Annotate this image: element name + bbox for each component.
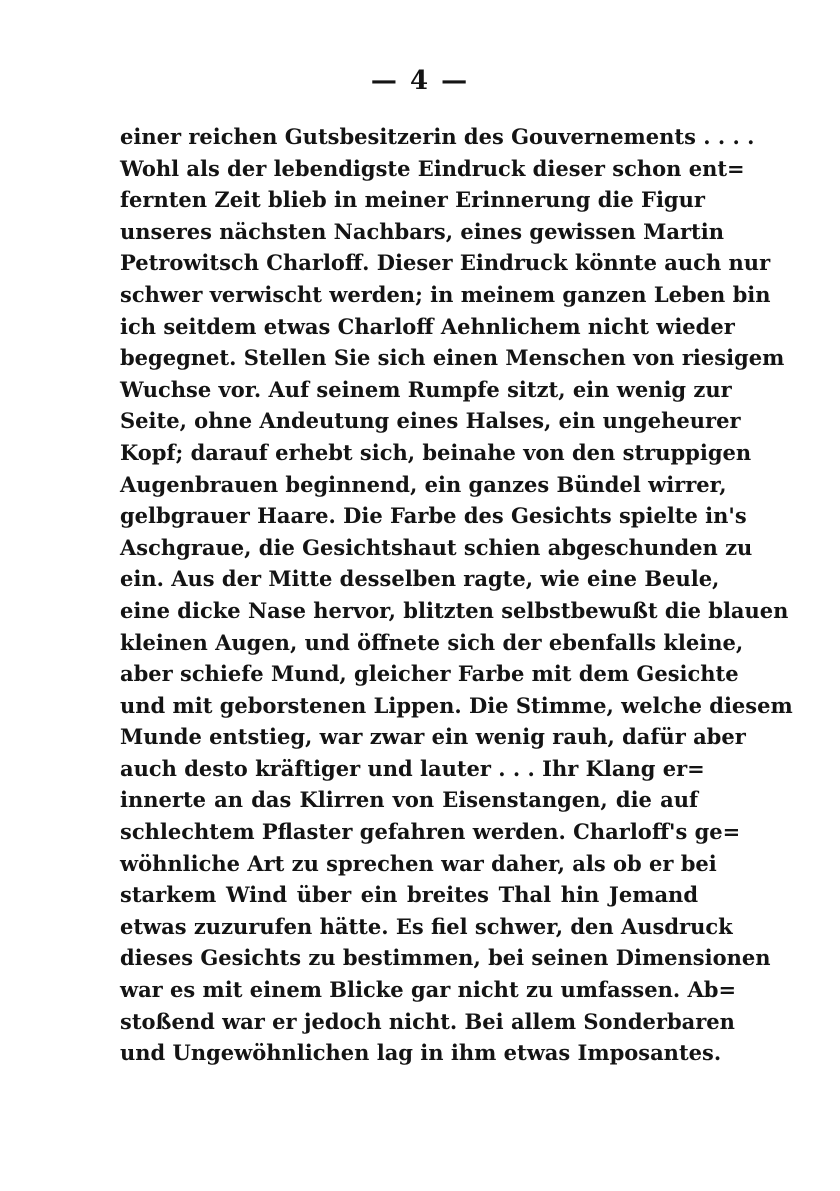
text-line: eine dicke Nase hervor, blitzten selbstbewußt die blauen bbox=[120, 597, 789, 623]
text-line: Augenbrauen beginnend, ein ganzes Bündel wirrer, bbox=[120, 471, 727, 497]
text-line: gelbgrauer Haare. Die Farbe des Gesichts spielte in's bbox=[120, 503, 747, 529]
text-line: Munde entstieg, war zwar ein wenig rauh, dafür aber bbox=[120, 724, 746, 750]
text-line: kleinen Augen, und öffnete sich der ebenfalls kleine, bbox=[120, 629, 744, 655]
text-line: begegnet. Stellen Sie sich einen Menschen von riesigem bbox=[120, 345, 785, 371]
text-line: und Ungewöhnlichen lag in ihm etwas Imposantes. bbox=[120, 1040, 722, 1066]
text-line: und mit geborstenen Lippen. Die Stimme, welche diesem bbox=[120, 692, 793, 718]
text-line: etwas zuzurufen hätte. Es fiel schwer, den Ausdruck bbox=[120, 913, 733, 939]
text-line: Kopf; darauf erhebt sich, beinahe von den struppigen bbox=[120, 439, 752, 465]
text-line: innerte an das Klirren von Eisenstangen, die auf bbox=[120, 787, 698, 813]
text-line: schwer verwischt werden; in meinem ganzen Leben bin bbox=[120, 281, 771, 307]
text-line: ein. Aus der Mitte desselben ragte, wie eine Beule, bbox=[120, 566, 720, 592]
text-line: schlechtem Pflaster gefahren werden. Charloff's ge= bbox=[120, 819, 741, 845]
text-line: aber schiefe Mund, gleicher Farbe mit dem Gesichte bbox=[120, 661, 739, 687]
text-line: unseres nächsten Nachbars, eines gewissen Martin bbox=[120, 218, 724, 244]
text-line: Wuchse vor. Auf seinem Rumpfe sitzt, ein wenig zur bbox=[120, 376, 732, 402]
text-line: ich seitdem etwas Charloff Aehnlichem nicht wieder bbox=[120, 313, 735, 339]
text-line: dieses Gesichts zu bestimmen, bei seinen Dimensionen bbox=[120, 945, 771, 971]
text-line: war es mit einem Blicke gar nicht zu umfassen. Ab= bbox=[120, 977, 737, 1003]
text-line: auch desto kräftiger und lauter . . . Ihr Klang er= bbox=[120, 755, 705, 781]
text-line: stoßend war er jedoch nicht. Bei allem Sonderbaren bbox=[120, 1008, 735, 1034]
text-line: fernten Zeit blieb in meiner Erinnerung die Figur bbox=[120, 187, 705, 213]
page-number: — 4 — bbox=[370, 66, 470, 96]
text-line: Seite, ohne Andeutung eines Halses, ein ungeheurer bbox=[120, 408, 741, 434]
text-line: starkem Wind über ein breites Thal hin Jemand bbox=[120, 882, 698, 908]
text-line: einer reichen Gutsbesitzerin des Gouvernements . . . . bbox=[120, 124, 755, 149]
text-line: wöhnliche Art zu sprechen war daher, als ob er bei bbox=[120, 850, 717, 876]
body-text bbox=[120, 121, 793, 1069]
text-line: Petrowitsch Charloff. Dieser Eindruck könnte auch nur bbox=[120, 250, 771, 276]
text-line: Aschgraue, die Gesichtshaut schien abgeschunden zu bbox=[120, 534, 753, 560]
text-line: Wohl als der lebendigste Eindruck dieser schon ent= bbox=[120, 155, 745, 181]
